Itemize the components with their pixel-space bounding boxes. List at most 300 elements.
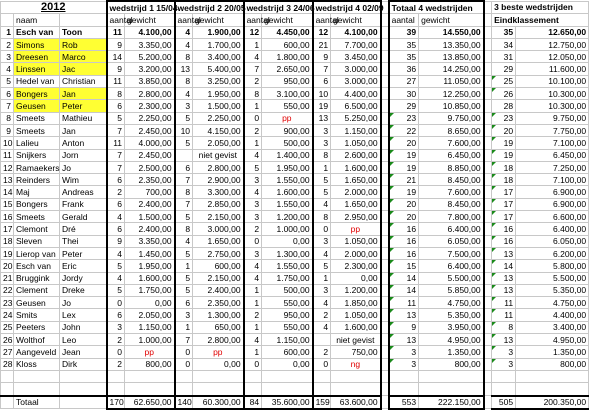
totals-gewicht-total[interactable]: 222.150,00 [419,396,484,409]
totals-gewicht-4[interactable]: 63.600,00 [331,396,381,409]
aantal-2-cell[interactable]: 6 [175,297,193,309]
header-naam[interactable]: naam [14,14,60,26]
total-aantal-cell[interactable]: 36 [389,63,419,75]
spacer-cell[interactable] [381,396,389,409]
gewicht-4-cell[interactable]: 1.600,00 [331,321,381,333]
aantal-4-cell[interactable]: 4 [313,321,331,333]
totals-empty-cell[interactable] [60,396,107,409]
header-gewicht-3[interactable]: gewicht [262,14,313,26]
lastname-cell[interactable]: Bruggink [14,272,60,284]
aantal-1-cell[interactable]: 2 [107,334,125,346]
header-w3[interactable]: wedstrijd 3 24/06 [244,1,313,14]
aantal-2-cell[interactable]: 7 [175,174,193,186]
total-aantal-cell[interactable]: 20 [389,137,419,149]
gewicht-1-cell[interactable]: 700,00 [125,186,175,198]
aantal-4-cell[interactable]: 5 [313,260,331,272]
total-gewicht-cell[interactable]: 12.250,00 [419,88,484,100]
spacer-cell[interactable] [484,334,492,346]
spacer-cell[interactable] [381,284,389,296]
header-gewicht-4[interactable]: gewicht [331,14,381,26]
header-aantal-total[interactable]: aantal [389,14,419,26]
empty-cell[interactable] [484,383,492,396]
rank-cell[interactable]: 19 [1,247,14,259]
lastname-cell[interactable]: Peeters [14,321,60,333]
spacer-cell[interactable] [484,223,492,235]
firstname-cell[interactable]: Jan [60,124,107,136]
aantal-2-cell[interactable]: 8 [175,186,193,198]
gewicht-3-cell[interactable]: 1.550,00 [262,174,313,186]
empty-cell[interactable] [14,383,60,396]
spacer-cell[interactable] [484,235,492,247]
spacer-cell[interactable] [484,112,492,124]
gewicht-4-cell[interactable]: 2.950,00 [331,211,381,223]
best-gewicht-cell[interactable]: 12.650,00 [516,26,589,38]
empty-cell[interactable] [484,370,492,382]
spacer-cell[interactable] [484,38,492,50]
spacer-cell[interactable] [381,321,389,333]
firstname-cell[interactable]: Eric [60,260,107,272]
aantal-4-cell[interactable]: 3 [313,284,331,296]
total-gewicht-cell[interactable]: 14.550,00 [419,26,484,38]
gewicht-1-cell[interactable]: 2.350,00 [125,174,175,186]
gewicht-1-cell[interactable]: 1.150,00 [125,321,175,333]
header-total[interactable]: Totaal 4 wedstrijden [389,1,484,14]
empty-cell[interactable] [492,370,516,382]
gewicht-2-cell[interactable]: 2.150,00 [193,272,244,284]
lastname-cell[interactable]: Simons [14,38,60,50]
total-gewicht-cell[interactable]: 7.600,00 [419,137,484,149]
empty-cell[interactable] [492,383,516,396]
gewicht-4-cell[interactable]: 4.400,00 [331,88,381,100]
aantal-4-cell[interactable]: 2 [313,309,331,321]
empty-cell[interactable] [331,383,381,396]
firstname-cell[interactable]: Peter [60,247,107,259]
aantal-3-cell[interactable]: 1 [244,321,262,333]
gewicht-2-cell[interactable]: 1.700,00 [193,38,244,50]
gewicht-2-cell[interactable]: 5.400,00 [193,63,244,75]
best-aantal-cell[interactable]: 19 [492,137,516,149]
aantal-1-cell[interactable]: 11 [107,26,125,38]
gewicht-4-cell[interactable]: 5.250,00 [331,112,381,124]
aantal-3-cell[interactable]: 7 [244,63,262,75]
header-eindklassement[interactable]: Eindklassement [492,14,589,26]
aantal-4-cell[interactable]: 21 [313,38,331,50]
best-aantal-cell[interactable]: 23 [492,112,516,124]
firstname-cell[interactable]: Toon [60,26,107,38]
spacer-cell[interactable] [484,284,492,296]
best-gewicht-cell[interactable]: 9.750,00 [516,112,589,124]
empty-cell[interactable] [125,383,175,396]
firstname-cell[interactable]: Mathieu [60,112,107,124]
empty-cell[interactable] [381,370,389,382]
gewicht-3-cell[interactable]: 550,00 [262,321,313,333]
spacer-cell[interactable] [381,112,389,124]
gewicht-4-cell[interactable]: 1.150,00 [331,124,381,136]
total-aantal-cell[interactable]: 19 [389,186,419,198]
aantal-3-cell[interactable]: 4 [244,260,262,272]
total-gewicht-cell[interactable]: 8.450,00 [419,174,484,186]
total-gewicht-cell[interactable]: 13.850,00 [419,51,484,63]
spacer-cell[interactable] [381,211,389,223]
lastname-cell[interactable]: Sleven [14,235,60,247]
empty-cell[interactable] [389,383,419,396]
aantal-4-cell[interactable]: 8 [313,149,331,161]
aantal-1-cell[interactable]: 4 [107,247,125,259]
aantal-4-cell[interactable]: 10 [313,88,331,100]
totals-aantal-4[interactable]: 159 [313,396,331,409]
lastname-cell[interactable]: Smeets [14,112,60,124]
empty-cell[interactable] [262,370,313,382]
rank-cell[interactable]: 11 [1,149,14,161]
gewicht-2-cell[interactable]: 2.800,00 [193,161,244,173]
best-aantal-cell[interactable]: 16 [492,223,516,235]
total-gewicht-cell[interactable]: 8.850,00 [419,161,484,173]
rank-cell[interactable]: 24 [1,309,14,321]
aantal-3-cell[interactable]: 0 [244,112,262,124]
gewicht-3-cell[interactable]: 1.550,00 [262,198,313,210]
header-gewicht-total[interactable]: gewicht [419,14,484,26]
header-w4[interactable]: wedstrijd 4 02/09 [313,1,381,14]
spacer-cell[interactable] [381,26,389,38]
best-aantal-cell[interactable]: 28 [492,100,516,112]
gewicht-4-cell[interactable]: 3.450,00 [331,51,381,63]
gewicht-1-cell[interactable]: 1.500,00 [125,211,175,223]
spacer-cell[interactable] [381,272,389,284]
gewicht-1-cell[interactable]: 4.100,00 [125,26,175,38]
gewicht-4-cell[interactable]: 2.000,00 [331,186,381,198]
gewicht-4-cell[interactable]: pp [331,223,381,235]
spacer-cell[interactable] [484,26,492,38]
empty-cell[interactable] [60,383,107,396]
spacer-cell[interactable] [381,149,389,161]
gewicht-1-cell[interactable]: 3.850,00 [125,75,175,87]
best-gewicht-cell[interactable]: 4.950,00 [516,334,589,346]
empty-cell[interactable] [313,370,331,382]
aantal-2-cell[interactable]: 8 [175,223,193,235]
total-gewicht-cell[interactable]: 8.650,00 [419,124,484,136]
gewicht-2-cell[interactable]: 0,00 [193,358,244,370]
spacer-cell[interactable] [381,223,389,235]
aantal-1-cell[interactable]: 11 [107,75,125,87]
empty-cell[interactable] [60,370,107,382]
best-aantal-cell[interactable]: 16 [492,235,516,247]
gewicht-3-cell[interactable]: 0,00 [262,358,313,370]
best-gewicht-cell[interactable]: 3.400,00 [516,321,589,333]
aantal-4-cell[interactable]: 5 [313,174,331,186]
firstname-cell[interactable]: John [60,321,107,333]
aantal-3-cell[interactable]: 3 [244,198,262,210]
spacer-cell[interactable] [484,309,492,321]
totals-aantal-best[interactable]: 505 [492,396,516,409]
spacer-cell[interactable] [484,63,492,75]
gewicht-3-cell[interactable]: 3.100,00 [262,88,313,100]
gewicht-2-cell[interactable]: 1.650,00 [193,235,244,247]
rank-cell[interactable]: 27 [1,346,14,358]
aantal-1-cell[interactable]: 7 [107,161,125,173]
empty-cell[interactable] [193,383,244,396]
gewicht-4-cell[interactable]: 1.850,00 [331,297,381,309]
aantal-2-cell[interactable]: 5 [175,137,193,149]
empty-cell[interactable] [14,370,60,382]
aantal-3-cell[interactable]: 3 [244,211,262,223]
firstname-cell[interactable]: Gerald [60,211,107,223]
gewicht-2-cell[interactable]: 2.750,00 [193,247,244,259]
gewicht-2-cell[interactable]: pp [193,346,244,358]
best-aantal-cell[interactable]: 13 [492,272,516,284]
aantal-3-cell[interactable]: 0 [244,358,262,370]
aantal-1-cell[interactable]: 8 [107,88,125,100]
spacer-cell[interactable] [484,396,492,409]
aantal-4-cell[interactable]: 4 [313,198,331,210]
total-gewicht-cell[interactable]: 3.950,00 [419,321,484,333]
gewicht-1-cell[interactable]: 1.450,00 [125,247,175,259]
best-gewicht-cell[interactable]: 10.300,00 [516,100,589,112]
gewicht-3-cell[interactable]: 1.600,00 [262,186,313,198]
aantal-2-cell[interactable]: 8 [175,51,193,63]
best-aantal-cell[interactable]: 3 [492,358,516,370]
aantal-3-cell[interactable]: 1 [244,284,262,296]
total-gewicht-cell[interactable]: 6.400,00 [419,260,484,272]
spacer-cell[interactable] [381,358,389,370]
total-aantal-cell[interactable]: 22 [389,124,419,136]
gewicht-1-cell[interactable]: 2.400,00 [125,223,175,235]
gewicht-1-cell[interactable]: 0,00 [125,297,175,309]
spacer-cell[interactable] [484,211,492,223]
empty-cell[interactable] [381,383,389,396]
gewicht-4-cell[interactable]: 1.200,00 [331,284,381,296]
gewicht-2-cell[interactable]: 2.150,00 [193,211,244,223]
total-aantal-cell[interactable]: 35 [389,38,419,50]
aantal-2-cell[interactable]: 5 [175,247,193,259]
firstname-cell[interactable]: Jordy [60,272,107,284]
spacer-cell[interactable] [484,260,492,272]
firstname-cell[interactable]: Anton [60,137,107,149]
best-aantal-cell[interactable]: 13 [492,284,516,296]
total-aantal-cell[interactable]: 11 [389,297,419,309]
total-aantal-cell[interactable]: 27 [389,75,419,87]
totals-rank-cell[interactable] [1,396,14,409]
aantal-4-cell[interactable]: 9 [313,51,331,63]
aantal-4-cell[interactable]: 3 [313,235,331,247]
gewicht-1-cell[interactable]: 2.800,00 [125,88,175,100]
best-gewicht-cell[interactable]: 7.100,00 [516,137,589,149]
total-gewicht-cell[interactable]: 800,00 [419,358,484,370]
gewicht-1-cell[interactable]: 4.000,00 [125,137,175,149]
total-aantal-cell[interactable]: 21 [389,174,419,186]
firstname-cell[interactable]: Dirk [60,358,107,370]
total-gewicht-cell[interactable]: 6.400,00 [419,223,484,235]
spacer-cell[interactable] [484,247,492,259]
aantal-3-cell[interactable]: 4 [244,51,262,63]
aantal-3-cell[interactable]: 2 [244,309,262,321]
aantal-1-cell[interactable]: 6 [107,100,125,112]
aantal-1-cell[interactable]: 6 [107,309,125,321]
rank-cell[interactable]: 9 [1,124,14,136]
best-aantal-cell[interactable]: 18 [492,161,516,173]
best-gewicht-cell[interactable]: 5.500,00 [516,272,589,284]
gewicht-2-cell[interactable]: 2.850,00 [193,198,244,210]
total-gewicht-cell[interactable]: 4.750,00 [419,297,484,309]
gewicht-1-cell[interactable]: 3.200,00 [125,63,175,75]
gewicht-2-cell[interactable]: 2.050,00 [193,137,244,149]
best-aantal-cell[interactable]: 34 [492,38,516,50]
total-aantal-cell[interactable]: 30 [389,88,419,100]
gewicht-4-cell[interactable]: 1.650,00 [331,198,381,210]
header-w2[interactable]: wedstrijd 2 20/05 [175,1,244,14]
rank-cell[interactable]: 10 [1,137,14,149]
best-gewicht-cell[interactable]: 5.800,00 [516,260,589,272]
spacer-cell[interactable] [484,174,492,186]
best-aantal-cell[interactable]: 14 [492,260,516,272]
empty-cell[interactable] [516,370,589,382]
aantal-2-cell[interactable]: 0 [175,358,193,370]
totals-aantal-3[interactable]: 84 [244,396,262,409]
firstname-cell[interactable]: Jan [60,88,107,100]
aantal-4-cell[interactable]: 1 [313,272,331,284]
aantal-1-cell[interactable]: 11 [107,137,125,149]
best-gewicht-cell[interactable]: 12.050,00 [516,51,589,63]
gewicht-1-cell[interactable]: 2.450,00 [125,124,175,136]
gewicht-2-cell[interactable]: 3.000,00 [193,223,244,235]
firstname-cell[interactable]: Thei [60,235,107,247]
aantal-3-cell[interactable]: 2 [244,75,262,87]
firstname-cell[interactable]: Jean [60,346,107,358]
firstname-cell[interactable]: Lex [60,309,107,321]
aantal-1-cell[interactable]: 9 [107,38,125,50]
best-gewicht-cell[interactable]: 6.900,00 [516,186,589,198]
empty-cell[interactable] [262,383,313,396]
empty-cell[interactable] [107,370,125,382]
total-gewicht-cell[interactable]: 7.600,00 [419,186,484,198]
spacer-cell[interactable] [381,161,389,173]
gewicht-1-cell[interactable]: 2.450,00 [125,149,175,161]
empty-cell[interactable] [516,383,589,396]
gewicht-1-cell[interactable]: 2.300,00 [125,100,175,112]
spacer-cell[interactable] [381,309,389,321]
aantal-2-cell[interactable]: 5 [175,284,193,296]
gewicht-2-cell[interactable]: 2.350,00 [193,297,244,309]
gewicht-4-cell[interactable]: ng [331,358,381,370]
total-gewicht-cell[interactable]: 7.500,00 [419,247,484,259]
empty-cell[interactable] [1,370,14,382]
total-aantal-cell[interactable]: 16 [389,235,419,247]
rank-cell[interactable]: 23 [1,297,14,309]
aantal-3-cell[interactable]: 4 [244,149,262,161]
spacer-cell[interactable] [484,149,492,161]
best-gewicht-cell[interactable]: 10.300,00 [516,88,589,100]
totals-aantal-1[interactable]: 170 [107,396,125,409]
total-aantal-cell[interactable]: 20 [389,198,419,210]
rank-cell[interactable]: 12 [1,161,14,173]
spacer-cell[interactable] [484,358,492,370]
gewicht-4-cell[interactable]: 750,00 [331,346,381,358]
spacer-cell[interactable] [381,260,389,272]
rank-cell[interactable]: 20 [1,260,14,272]
aantal-2-cell[interactable]: 1 [175,260,193,272]
gewicht-3-cell[interactable]: 500,00 [262,137,313,149]
aantal-1-cell[interactable]: 6 [107,198,125,210]
lastname-cell[interactable]: Lalieu [14,137,60,149]
aantal-2-cell[interactable]: 4 [175,26,193,38]
gewicht-3-cell[interactable]: 900,00 [262,124,313,136]
gewicht-2-cell[interactable]: 650,00 [193,321,244,333]
best-aantal-cell[interactable]: 31 [492,51,516,63]
gewicht-2-cell[interactable]: niet gevist [193,149,244,161]
total-gewicht-cell[interactable]: 6.050,00 [419,235,484,247]
lastname-cell[interactable]: Reinders [14,174,60,186]
gewicht-1-cell[interactable]: 1.000,00 [125,334,175,346]
spacer-cell[interactable] [381,334,389,346]
gewicht-3-cell[interactable]: 950,00 [262,75,313,87]
gewicht-3-cell[interactable]: 1.750,00 [262,272,313,284]
totals-gewicht-1[interactable]: 62.650,00 [125,396,175,409]
totals-gewicht-2[interactable]: 60.300,00 [193,396,244,409]
aantal-4-cell[interactable]: 7 [313,63,331,75]
aantal-1-cell[interactable]: 3 [107,321,125,333]
gewicht-4-cell[interactable]: 1.050,00 [331,235,381,247]
aantal-2-cell[interactable]: 4 [175,38,193,50]
gewicht-3-cell[interactable]: pp [262,112,313,124]
aantal-1-cell[interactable]: 2 [107,186,125,198]
total-gewicht-cell[interactable]: 5.350,00 [419,309,484,321]
best-gewicht-cell[interactable]: 6.450,00 [516,149,589,161]
aantal-3-cell[interactable]: 3 [244,247,262,259]
total-aantal-cell[interactable]: 16 [389,247,419,259]
empty-cell[interactable] [244,370,262,382]
header-gewicht-1[interactable]: gewicht [125,14,175,26]
gewicht-4-cell[interactable]: 0,00 [331,272,381,284]
rank-cell[interactable]: 2 [1,38,14,50]
gewicht-3-cell[interactable]: 2.650,00 [262,63,313,75]
best-aantal-cell[interactable]: 25 [492,75,516,87]
aantal-1-cell[interactable]: 5 [107,112,125,124]
best-gewicht-cell[interactable]: 1.350,00 [516,346,589,358]
gewicht-2-cell[interactable]: 2.900,00 [193,174,244,186]
best-gewicht-cell[interactable]: 6.050,00 [516,235,589,247]
gewicht-2-cell[interactable]: 1.300,00 [193,309,244,321]
total-gewicht-cell[interactable]: 7.800,00 [419,211,484,223]
gewicht-1-cell[interactable]: 2.400,00 [125,198,175,210]
header-best[interactable]: 3 beste wedstrijden [492,1,589,14]
aantal-3-cell[interactable]: 1 [244,297,262,309]
gewicht-4-cell[interactable]: 2.300,00 [331,260,381,272]
aantal-4-cell[interactable]: 3 [313,137,331,149]
spacer-cell[interactable] [381,137,389,149]
best-gewicht-cell[interactable]: 7.750,00 [516,124,589,136]
aantal-2-cell[interactable]: 8 [175,75,193,87]
total-gewicht-cell[interactable]: 9.750,00 [419,112,484,124]
aantal-3-cell[interactable]: 4 [244,334,262,346]
lastname-cell[interactable]: Wolthof [14,334,60,346]
aantal-1-cell[interactable]: 5 [107,260,125,272]
total-gewicht-cell[interactable]: 14.250,00 [419,63,484,75]
totals-gewicht-best[interactable]: 200.350,00 [516,396,589,409]
gewicht-2-cell[interactable]: 3.400,00 [193,51,244,63]
firstname-cell[interactable]: Rob [60,38,107,50]
spacer-cell[interactable] [381,63,389,75]
rank-cell[interactable]: 8 [1,112,14,124]
total-gewicht-cell[interactable]: 1.350,00 [419,346,484,358]
aantal-1-cell[interactable]: 6 [107,174,125,186]
empty-cell[interactable] [313,383,331,396]
totals-label[interactable]: Totaal [14,396,60,409]
gewicht-1-cell[interactable]: 2.050,00 [125,309,175,321]
spacer-cell[interactable] [381,174,389,186]
total-gewicht-cell[interactable]: 6.450,00 [419,149,484,161]
firstname-cell[interactable]: Jorn [60,149,107,161]
total-gewicht-cell[interactable]: 8.450,00 [419,198,484,210]
best-gewicht-cell[interactable]: 7.100,00 [516,174,589,186]
